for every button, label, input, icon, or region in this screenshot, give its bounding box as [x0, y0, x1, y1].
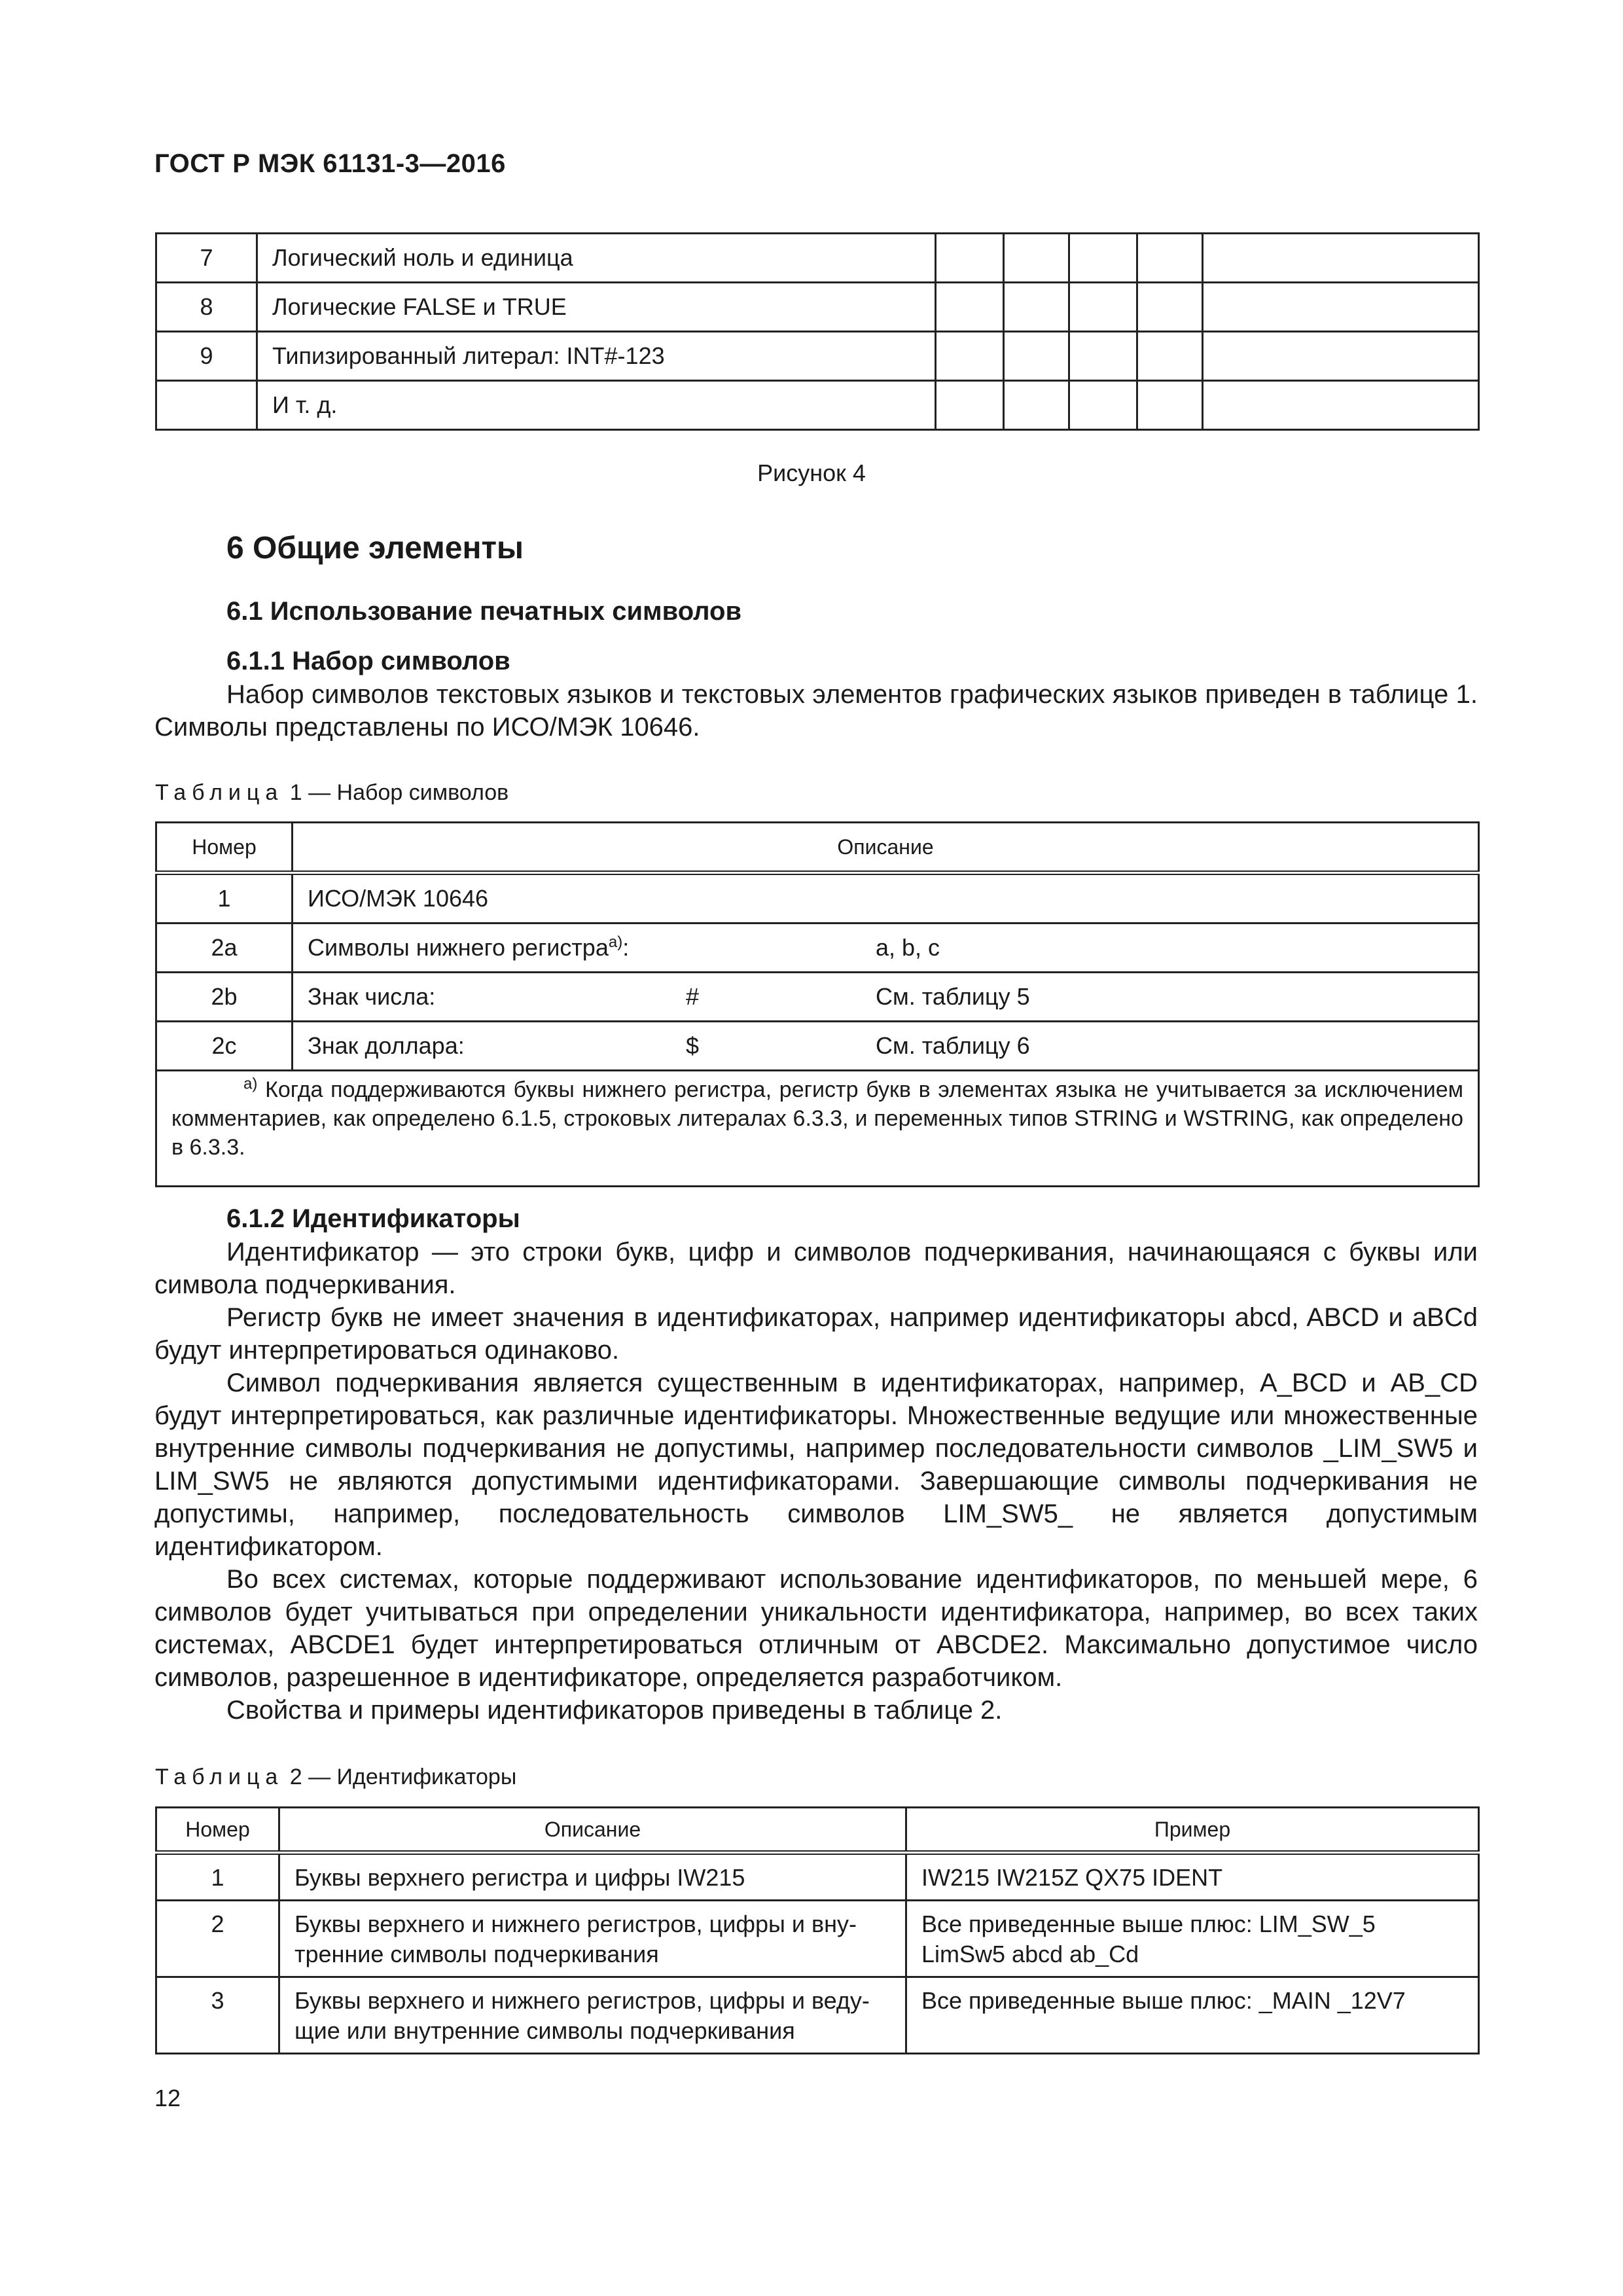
row-value: См. таблицу 5: [876, 983, 1030, 1010]
row-number: 9: [156, 332, 257, 381]
row-text: Логические FALSE и TRUE: [257, 283, 936, 332]
row-number: 8: [156, 283, 257, 332]
row-number: 3: [156, 1977, 279, 2054]
row-symbol: #: [686, 983, 700, 1010]
column-header-description: Описание: [293, 823, 1479, 873]
paragraph-identifiers-2: Регистр букв не имеет значения в идентификаторах, например идентификаторы abcd, ABCD и aBCd будут интерпретироваться одинаково.: [154, 1303, 1478, 1365]
column-header-example: Пример: [906, 1808, 1479, 1853]
row-text: Типизированный литерал: INT#-123: [257, 332, 936, 381]
row-label: Символы нижнего регистра$^{а)}$:: [308, 933, 630, 961]
table-row: [156, 973, 1479, 1022]
document-header: ГОСТ Р МЭК 61131-3—2016: [154, 149, 506, 178]
table-row: [156, 1853, 1479, 1901]
row-example: Все приведенные выше плюс: _MAIN _12V7: [906, 1977, 1479, 2054]
row-number: 1: [156, 873, 293, 924]
row-number: 2: [156, 1901, 279, 1977]
row-description: Буквы верхнего и нижнего регистров, цифры и ведущие или внутренние символы подчеркивания: [279, 1977, 906, 2054]
table-row: [156, 234, 1479, 283]
row-example: Все приведенные выше плюс: LIM_SW_5 LimSw5 abcd ab_Cd: [906, 1901, 1479, 1977]
paragraph-charset: Набор символов текстовых языков и текстовых элементов графических языков приведен в таблице 1. Символы представлены по ИСО/МЭК 10646.: [154, 680, 1478, 742]
paragraph-identifiers-1: Идентификатор — это строки букв, цифр и символов подчеркивания, начинающаяся с буквы или символа подчеркивания.: [154, 1238, 1478, 1299]
paragraph-identifiers-3: Символ подчеркивания является существенным в идентификаторах, например, A_BCD и AB_CD будут интерпретироваться, как различные идентификаторы. Множественные ведущие или множественные внутренние символы подчеркивания не допустимы, например последовательности символов _LIM_SW5 и LIM_SW5 не являются допустимыми идентификаторами. Завершающие символы подчеркивания не допустимы, например, последовательность символов LIM_SW5_ не является допустимым идентификатором.: [154, 1369, 1478, 1561]
subsubsection-title: 6.1.1 Набор символов: [226, 647, 510, 675]
table-footnote-row: [156, 1071, 1479, 1187]
table1-caption: Таблица 1 — Набор символов: [155, 780, 509, 805]
table-header-row: [156, 823, 1479, 873]
page-number: 12: [154, 2085, 181, 2111]
table-footnote: $^{а)}$ Когда поддерживаются буквы нижнего регистра, регистр букв в элементах языка не учитывается за исключением комментариев, как определено 6.1.5, строковых литералах 6.3.3, и переменных типов STRING и WSTRING, как определено в 6.3.3.: [156, 1071, 1479, 1187]
row-description: Буквы верхнего регистра и цифры IW215: [279, 1853, 906, 1901]
table-row: [156, 1022, 1479, 1071]
row-number: 2b: [156, 973, 293, 1022]
subsection-title: 6.1 Использование печатных символов: [226, 597, 742, 626]
table-1-charset: [155, 821, 1480, 1187]
table-row: [156, 1977, 1479, 2054]
table2-caption: Таблица 2 — Идентификаторы: [155, 1765, 517, 1789]
figure-4-table: [155, 232, 1480, 431]
row-number: [156, 381, 257, 430]
paragraph-identifiers-4: Во всех системах, которые поддерживают использование идентификаторов, по меньшей мере, 6 символов будет учитываться при определении уникальности идентификатора, например, во всех таких системах, ABCDE1 будет интерпретироваться отличным от ABCDE2. Максимально допустимое число символов, разрешенное в идентификаторе, определяется разработчиком.: [154, 1565, 1478, 1692]
row-text: Логический ноль и единица: [257, 234, 936, 283]
row-number: 2c: [156, 1022, 293, 1071]
row-label: Знак доллара:: [308, 1032, 465, 1059]
row-value: a, b, c: [876, 934, 940, 961]
row-description: Буквы верхнего и нижнего регистров, цифры и внутренние символы подчеркивания: [279, 1901, 906, 1977]
table-row: [156, 924, 1479, 973]
table-row: [156, 283, 1479, 332]
row-number: 1: [156, 1853, 279, 1901]
row-symbol: $: [686, 1032, 700, 1059]
table-row: [156, 1901, 1479, 1977]
column-header-description: Описание: [279, 1808, 906, 1853]
column-header-number: Номер: [156, 823, 293, 873]
table-row: [156, 381, 1479, 430]
row-label: ИСО/МЭК 10646: [308, 885, 489, 912]
row-text: И т. д.: [257, 381, 936, 430]
row-number: 7: [156, 234, 257, 283]
figure-caption: Рисунок 4: [757, 459, 866, 486]
table-row: [156, 332, 1479, 381]
section-title: 6 Общие элементы: [226, 531, 524, 565]
column-header-number: Номер: [156, 1808, 279, 1853]
table-row: [156, 873, 1479, 924]
subsubsection-title: 6.1.2 Идентификаторы: [226, 1204, 520, 1233]
paragraph-identifiers-5: Свойства и примеры идентификаторов приведены в таблице 2.: [226, 1696, 1003, 1725]
row-number: 2a: [156, 924, 293, 973]
table-2-identifiers: [155, 1806, 1480, 2054]
row-value: См. таблицу 6: [876, 1032, 1030, 1059]
row-label: Знак числа:: [308, 983, 436, 1010]
table-header-row: [156, 1808, 1479, 1853]
row-example: IW215 IW215Z QX75 IDENT: [906, 1853, 1479, 1901]
